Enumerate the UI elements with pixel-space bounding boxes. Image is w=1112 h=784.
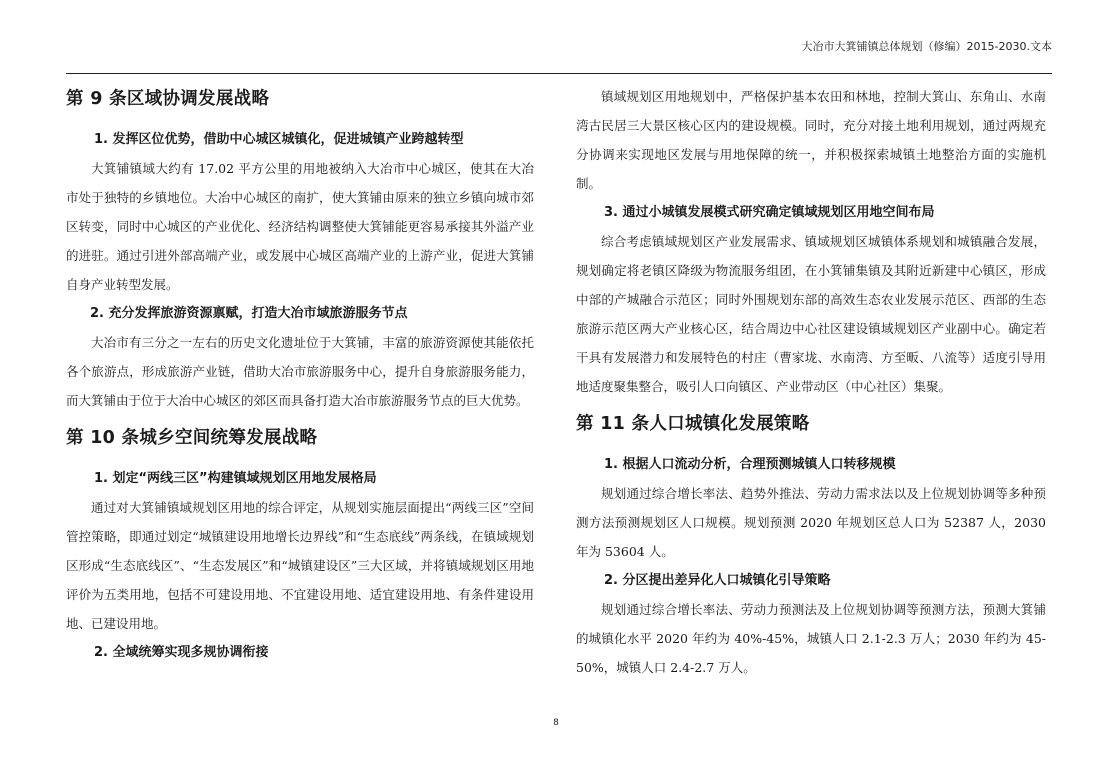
- article-11-paragraph-1: 规划通过综合增长率法、趋势外推法、劳动力需求法以及上位规划协调等多种预测方法预测规划区人口规模。规划预测 2020 年规划区总人口为 52387 人，2030 年为 53604 人。: [576, 486, 1046, 559]
- article-11-subheading-1: 1. 根据人口流动分析，合理预测城镇人口转移规模: [604, 457, 896, 472]
- article-9-title: 第 9 条区域协调发展战略: [66, 89, 270, 109]
- header-divider: [66, 73, 1052, 74]
- page-number: 8: [553, 718, 559, 728]
- article-9-paragraph-2: 大冶市有三分之一左右的历史文化遗址位于大箕铺，丰富的旅游资源使其能依托各个旅游点，形成旅游产业链，借助大冶市旅游服务中心，提升自身旅游服务能力，而大箕铺由于位于大冶中心城区的郊区而具备打造大冶市旅游服务节点的巨大优势。: [66, 335, 534, 408]
- article-11-paragraph-2: 规划通过综合增长率法、劳动力预测法及上位规划协调等预测方法，预测大箕铺的城镇化水平 2020 年约为 40%-45%，城镇人口 2.1-2.3 万人；2030 年约为 45-50%，城镇人口 2.4-2.7 万人。: [576, 602, 1046, 675]
- article-11-title: 第 11 条人口城镇化发展策略: [576, 414, 810, 434]
- article-10-paragraph-3: 综合考虑镇域规划区产业发展需求、镇域规划区城镇体系规划和城镇融合发展，规划确定将老镇区降级为物流服务组团，在小箕铺集镇及其附近新建中心镇区，形成中部的产城融合示范区；同时外围规划东部的高效生态农业发展示范区、西部的生态旅游示范区两大产业核心区，结合周边中心社区建设镇域规划区产业副中心。确定若干具有发展潜力和发展特色的村庄（曹家垅、水南湾、方至畈、八流等）适度引导用地适度聚集整合，吸引人口向镇区、产业带动区（中心社区）集聚。: [576, 234, 1046, 394]
- article-10-title: 第 10 条城乡空间统筹发展战略: [66, 428, 318, 448]
- article-10-subheading-2: 2. 全域统筹实现多规协调衔接: [94, 645, 269, 660]
- running-header: 大冶市大箕铺镇总体规划（修编）2015-2030.文本: [801, 40, 1052, 53]
- article-9-subheading-1: 1. 发挥区位优势，借助中心城区城镇化，促进城镇产业跨越转型: [94, 132, 464, 147]
- article-10-paragraph-2-continued: 镇域规划区用地规划中，严格保护基本农田和林地，控制大箕山、东角山、水南湾古民居三大景区核心区内的建设规模。同时，充分对接土地利用规划，通过两规充分协调来实现地区发展与用地保障的统一，并积极探索城镇土地整治方面的实施机制。: [576, 89, 1046, 191]
- article-10-subheading-3: 3. 通过小城镇发展模式研究确定镇域规划区用地空间布局: [604, 205, 935, 220]
- right-column: [576, 82, 1046, 682]
- article-11-subheading-2: 2. 分区提出差异化人口城镇化引导策略: [604, 573, 831, 588]
- article-10-subheading-1: 1. 划定“两线三区”构建镇域规划区用地发展格局: [94, 471, 377, 486]
- article-9-subheading-2: 2. 充分发挥旅游资源禀赋，打造大冶市域旅游服务节点: [90, 306, 408, 321]
- left-column: [66, 82, 534, 667]
- article-10-paragraph-1: 通过对大箕铺镇域规划区用地的综合评定，从规划实施层面提出“两线三区”空间管控策略，即通过划定“城镇建设用地增长边界线”和“生态底线”两条线，在镇域规划区形成“生态底线区”、“生态发展区”和“城镇建设区”三大区域，并将镇域规划区用地评价为五类用地，包括不可建设用地、不宜建设用地、适宜建设用地、有条件建设用地、已建设用地。: [66, 500, 534, 631]
- article-9-paragraph-1: 大箕铺镇域大约有 17.02 平方公里的用地被纳入大冶市中心城区，使其在大冶市处于独特的乡镇地位。大冶中心城区的南扩，使大箕铺由原来的独立乡镇向城市郊区转变，同时中心城区的产业优化、经济结构调整使大箕铺能更容易承接其外溢产业的进驻。通过引进外部高端产业，或发展中心城区高端产业的上游产业，促进大箕铺自身产业转型发展。: [66, 161, 534, 292]
